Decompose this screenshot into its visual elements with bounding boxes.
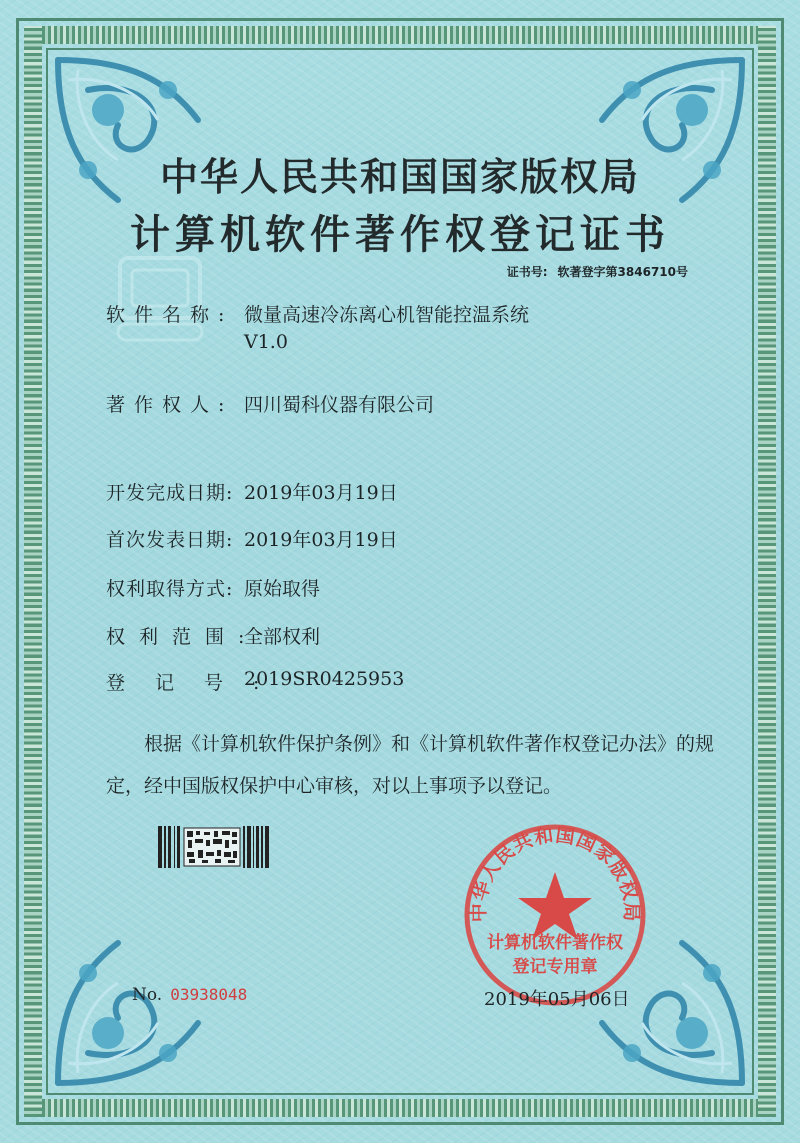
serial-number — [132, 985, 247, 1005]
registration-statement: 根据《计算机软件保护条例》和《计算机软件著作权登记办法》的规定，经中国版权保护中心审核，对以上事项予以登记。 — [106, 733, 715, 797]
seal-text-line2: 登记专用章 — [512, 957, 598, 977]
owner-row — [106, 390, 434, 417]
issue-date: 2019年05月06日 — [484, 989, 630, 1010]
dev-date-label: 开发完成日期: — [106, 482, 234, 504]
owner-label: 著作权人: — [106, 394, 234, 416]
software-name-row — [106, 300, 529, 353]
certificate-number-value: 软著登字第3846710号 — [557, 265, 688, 279]
serial-number-label: No. — [132, 985, 163, 1005]
dev-date-row — [106, 478, 398, 505]
software-name-value — [244, 300, 529, 353]
scope-value: 全部权利 — [244, 626, 321, 648]
certificate-title: 计算机软件著作权登记证书 — [130, 211, 670, 258]
acquire-row — [106, 574, 320, 601]
owner-value: 四川蜀科仪器有限公司 — [244, 394, 435, 416]
software-name-label: 软件名称: — [106, 304, 234, 326]
dev-date-value: 2019年03月19日 — [244, 482, 398, 504]
pub-date-label: 首次发表日期: — [106, 529, 234, 551]
certificate-number — [497, 263, 688, 280]
acquire-value: 原始取得 — [244, 578, 321, 600]
scope-row — [106, 622, 320, 649]
certificate-number-label: 证书号: — [506, 265, 548, 279]
seal-text-line1: 计算机软件著作权 — [487, 933, 623, 953]
reg-no-row — [106, 668, 404, 695]
barcode-icon — [158, 826, 272, 868]
issuer-title: 中华人民共和国国家版权局 — [159, 154, 640, 199]
official-seal-icon — [460, 820, 650, 1010]
scope-label: 权利范围: — [106, 626, 259, 648]
reg-no-label: 登记号: — [106, 672, 290, 694]
software-name-text: 微量高速冷冻离心机智能控温系统 — [244, 304, 530, 326]
reg-no-value: 2019SR0425953 — [244, 668, 405, 690]
seal-ring-text: 中华人民共和国国家版权局 — [467, 824, 643, 923]
acquire-label: 权利取得方式: — [106, 578, 234, 600]
serial-number-value: 03938048 — [170, 985, 248, 1004]
software-version: V1.0 — [244, 331, 288, 353]
pub-date-value: 2019年03月19日 — [244, 529, 398, 551]
pub-date-row — [106, 525, 398, 552]
